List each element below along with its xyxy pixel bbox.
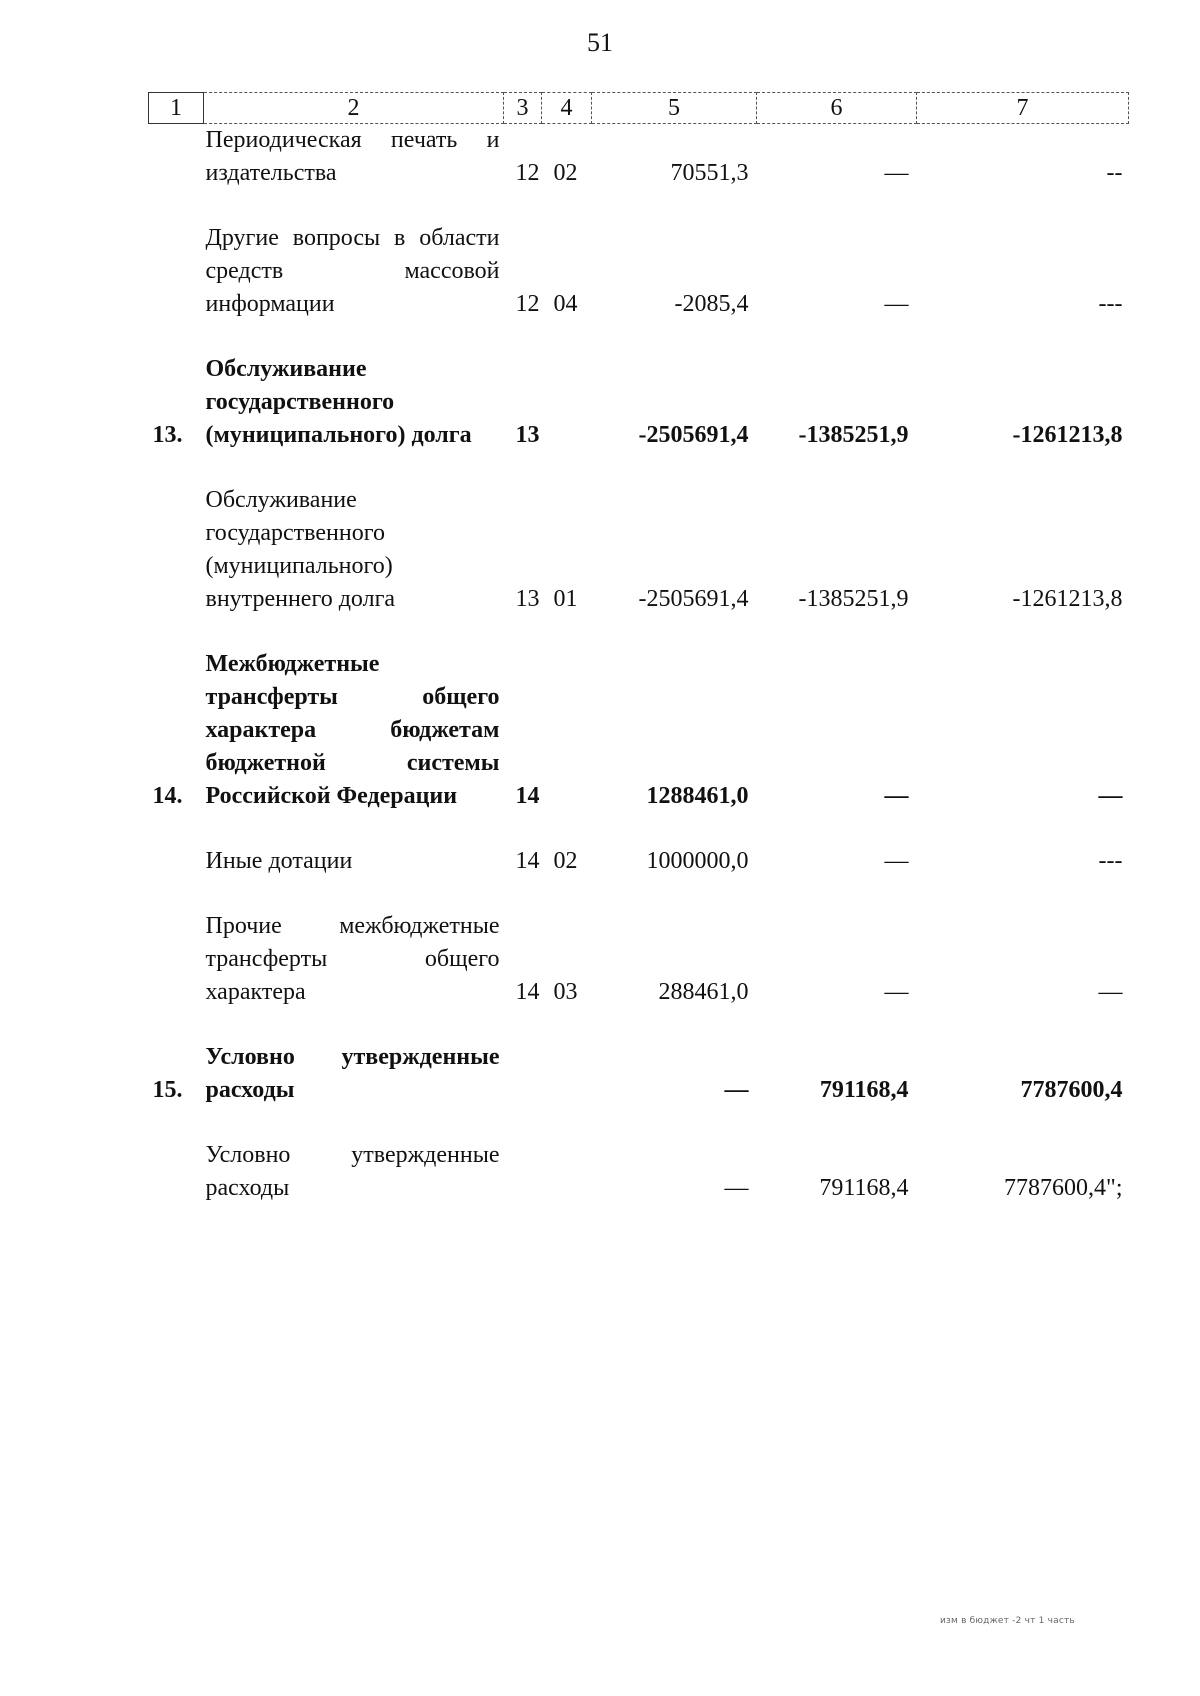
row-name: Условно утвержденные расходы [205, 1142, 500, 1201]
row-spacer [149, 452, 1129, 484]
row-spacer-cell [149, 878, 1129, 910]
row-subsection-code: 02 [553, 848, 578, 874]
row-amount-col5: 288461,0 [658, 979, 749, 1005]
row-number: 13. [152, 422, 183, 448]
table-body [149, 124, 1129, 1206]
row-amount-col7: -1261213,8 [1012, 586, 1123, 612]
table-row [149, 910, 1129, 1009]
row-amount-col7: -- [1106, 160, 1123, 186]
table-row [149, 1041, 1129, 1107]
header-col-6: 6 [757, 93, 917, 124]
row-subsection-code [542, 1041, 592, 1107]
row-amount-col7: --- [1098, 291, 1123, 317]
row-amount-col6: — [884, 160, 909, 186]
row-amount-col7: — [1098, 979, 1123, 1005]
table-row [149, 124, 1129, 191]
row-spacer-cell [149, 813, 1129, 845]
row-subsection-code [542, 648, 592, 813]
table-row [149, 845, 1129, 878]
row-amount-col6: — [884, 848, 909, 874]
row-spacer [149, 813, 1129, 845]
row-spacer [149, 1107, 1129, 1139]
row-amount-col5: — [724, 1077, 749, 1103]
header-col-1: 1 [149, 93, 204, 124]
row-spacer-cell [149, 616, 1129, 648]
row-name: Периодическая печать и издательства [205, 127, 500, 186]
row-section-code: 13 [515, 422, 540, 448]
row-amount-col7: 7787600,4 [1020, 1077, 1123, 1103]
row-amount-col6: 791168,4 [819, 1077, 909, 1103]
table-row [149, 222, 1129, 321]
row-spacer-cell [149, 190, 1129, 222]
row-amount-col7: — [1098, 783, 1123, 809]
row-subsection-code: 04 [553, 291, 578, 317]
row-number [149, 910, 204, 1009]
header-col-3: 3 [504, 93, 542, 124]
header-col-4: 4 [542, 93, 592, 124]
row-subsection-code [542, 1139, 592, 1205]
row-number [149, 845, 204, 878]
row-section-code: 12 [515, 160, 540, 186]
row-amount-col6: 791168,4 [819, 1175, 909, 1201]
row-number [149, 222, 204, 321]
row-spacer [149, 616, 1129, 648]
row-amount-col6: — [884, 979, 909, 1005]
row-amount-col6: -1385251,9 [798, 422, 909, 448]
row-section-code: 12 [515, 291, 540, 317]
row-amount-col6: — [884, 291, 909, 317]
row-name: Другие вопросы в области средств массовой информации [205, 225, 500, 317]
row-amount-col6: — [884, 783, 909, 809]
header-col-7: 7 [917, 93, 1129, 124]
row-section-code [504, 1139, 542, 1205]
row-number: 14. [152, 783, 183, 809]
row-amount-col5: -2505691,4 [638, 422, 749, 448]
budget-table [148, 92, 1129, 1205]
header-col-2: 2 [204, 93, 504, 124]
row-amount-col5: -2085,4 [674, 291, 749, 317]
row-subsection-code [542, 353, 592, 452]
table-row [149, 1139, 1129, 1205]
row-amount-col6: -1385251,9 [798, 586, 909, 612]
row-subsection-code: 03 [553, 979, 578, 1005]
row-section-code: 14 [515, 848, 540, 874]
page-number: 51 [587, 28, 613, 57]
table-row [149, 353, 1129, 452]
row-amount-col5: 1288461,0 [646, 783, 749, 809]
row-number: 15. [152, 1077, 183, 1103]
row-amount-col5: -2505691,4 [638, 586, 749, 612]
row-name: Иные дотации [205, 848, 353, 874]
row-section-code: 14 [515, 783, 540, 809]
row-name: Прочие межбюджетные трансферты общего характера [205, 913, 500, 1005]
row-spacer-cell [149, 1107, 1129, 1139]
footer-note: изм в бюджет -2 чт 1 часть [940, 1616, 1075, 1626]
row-name: Условно утвержденные расходы [205, 1044, 500, 1103]
row-spacer [149, 1009, 1129, 1041]
row-section-code: 13 [515, 586, 540, 612]
row-amount-col5: — [724, 1175, 749, 1201]
row-spacer [149, 190, 1129, 222]
row-subsection-code: 02 [553, 160, 578, 186]
row-spacer-cell [149, 321, 1129, 353]
row-amount-col7: 7787600,4"; [1004, 1175, 1123, 1201]
row-name: Обслуживание государственного (муниципального) долга [205, 356, 472, 448]
table-row [149, 648, 1129, 813]
row-spacer [149, 321, 1129, 353]
row-spacer-cell [149, 452, 1129, 484]
row-number [149, 1139, 204, 1205]
table-header [149, 93, 1129, 124]
row-amount-col5: 1000000,0 [646, 848, 749, 874]
table-row [149, 484, 1129, 616]
row-name: Обслуживание государственного (муниципального) внутреннего долга [205, 487, 396, 612]
header-row [149, 93, 1129, 124]
header-col-5: 5 [592, 93, 757, 124]
row-section-code: 14 [515, 979, 540, 1005]
row-amount-col5: 70551,3 [670, 160, 749, 186]
row-number [149, 484, 204, 616]
row-number [149, 124, 204, 191]
row-section-code [504, 1041, 542, 1107]
row-amount-col7: -1261213,8 [1012, 422, 1123, 448]
row-spacer-cell [149, 1009, 1129, 1041]
row-spacer [149, 878, 1129, 910]
row-amount-col7: --- [1098, 848, 1123, 874]
row-subsection-code: 01 [553, 586, 578, 612]
row-name: Межбюджетные трансферты общего характера бюджетам бюджетной системы Российской Федерации [205, 651, 500, 809]
